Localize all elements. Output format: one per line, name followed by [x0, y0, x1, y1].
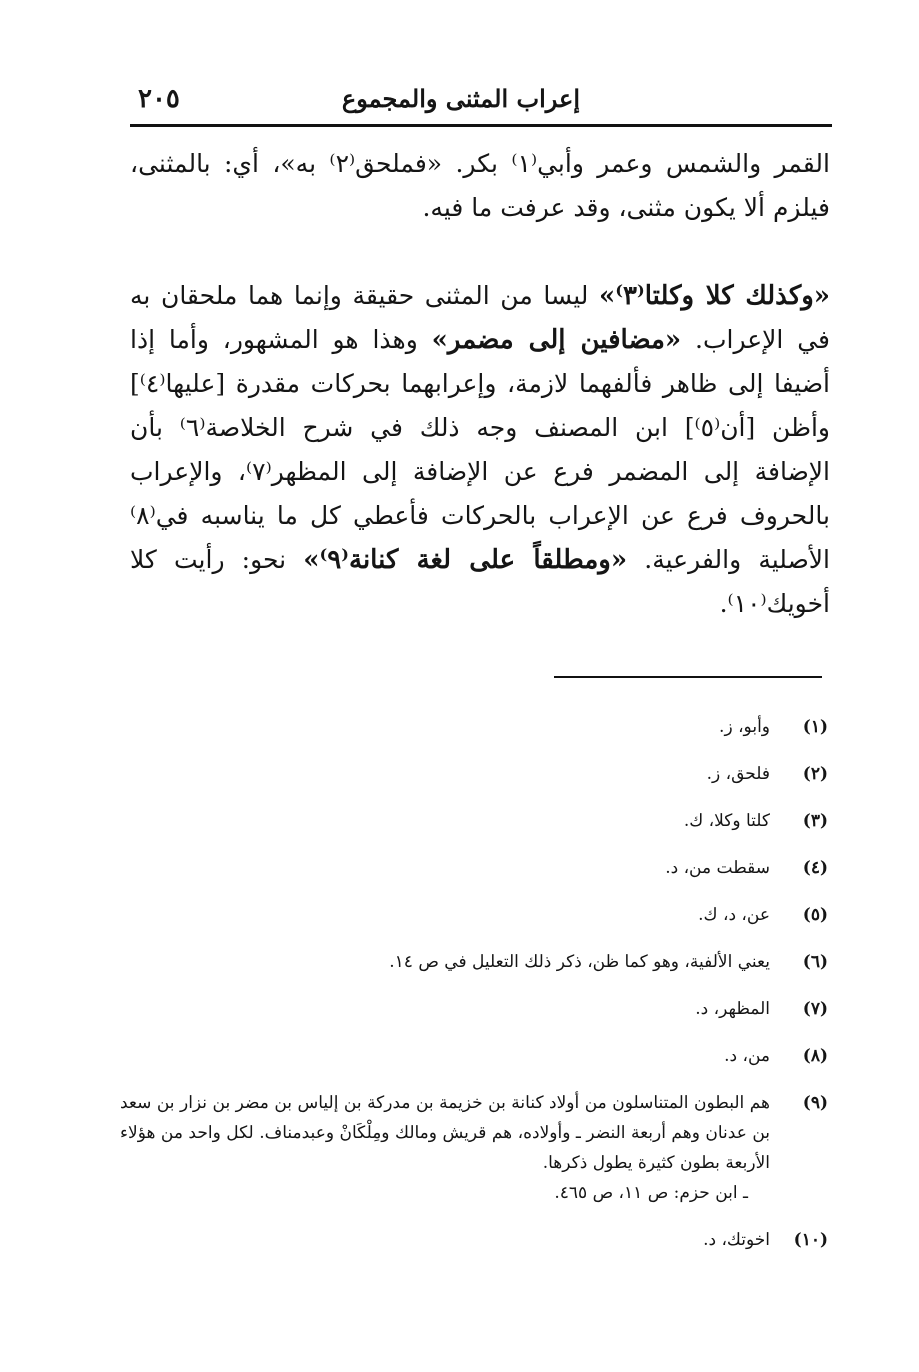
footnote-text: وأبو، ز.: [719, 717, 770, 737]
footnote-number: (٥): [802, 905, 828, 925]
quoted-text-mudafayn: «مضافين إلى مضمر»: [431, 325, 682, 355]
quoted-text-mutlaqan: «ومطلقاً على لغة كنانة⁽٩⁾»: [303, 545, 628, 575]
running-title: إعراب المثنى والمجموع: [341, 84, 580, 113]
paragraph-2-text-2: وهذا هو المشهور، وأما إذا أضيفا إلى ظاهر فألفهما لازمة، وإعرابهما بحركات مقدرة [عليها⁽٤⁾] وأظن [أن⁽٥⁾] ابن المصنف وجه ذلك في شرح الخلاصة⁽٦⁾ بأن الإضافة إلى المضمر فرع عن الإضافة إلى المظهر⁽٧⁾، والإعراب بالحروف فرع عن الإعراب بالحركات فأعطي كل ما يناسبه في⁽٨⁾ الأصلية والفرعية.: [130, 325, 831, 574]
footnote-number: (٨): [802, 1046, 828, 1066]
footnote-separator: [554, 676, 822, 678]
footnote-1: [120, 712, 830, 742]
footnote-text: يعني الألفية، وهو كما ظن، ذكر ذلك التعليل في ص ١٤.: [389, 952, 770, 972]
footnote-text: سقطت من، د.: [665, 858, 770, 878]
paragraph-1-line-1: القمر والشمس وعمر وأبي⁽١⁾ بكر. «فملحق⁽٢⁾ به»، أي: بالمثنى، فيلزم: [130, 149, 830, 222]
footnote-text: عن، د، ك.: [698, 905, 770, 925]
footnote-text: المظهر، د.: [695, 999, 770, 1019]
footnote-5: [120, 900, 830, 930]
footnote-9: [120, 1088, 830, 1208]
paragraph-2: [130, 274, 830, 626]
paragraph-2-text-1: ليسا من المثنى حقيقة وإنما هما ملحقان به في الإعراب.: [130, 281, 831, 354]
footnote-number: (٣): [802, 811, 828, 831]
footnote-text: كلتا وكلا، ك.: [683, 811, 770, 831]
footnote-10: [120, 1225, 830, 1255]
page-header: [130, 78, 830, 122]
footnote-number: (٦): [802, 952, 828, 972]
footnote-source: ـ ابن حزم: ص ١١، ص ٤٦٥.: [554, 1183, 748, 1203]
footnote-number: (١): [802, 717, 828, 737]
footnote-text: من، د.: [724, 1046, 770, 1066]
footnote-number: (٢): [802, 764, 828, 784]
footnote-3: [120, 806, 830, 836]
footnote-4: [120, 853, 830, 883]
footnote-8: [120, 1041, 830, 1071]
paragraph-1: [130, 142, 830, 230]
footnote-6: [120, 947, 830, 977]
footnote-7: [120, 994, 830, 1024]
footnote-number: (٤): [802, 858, 828, 878]
footnote-number: (٩): [802, 1093, 828, 1113]
footnote-text: اخوتك، د.: [703, 1230, 770, 1250]
footnote-number: (٧): [802, 999, 828, 1019]
footnote-text: فلحق، ز.: [706, 764, 770, 784]
footnote-2: [120, 759, 830, 789]
paragraph-2-text-3: نحو: رأيت كلا أخويك⁽١٠⁾.: [130, 545, 830, 618]
footnote-number: (١٠): [793, 1230, 828, 1250]
footnotes: [120, 712, 830, 1272]
footnote-text: هم البطون المتناسلون من أولاد كنانة بن خزيمة بن مدركة بن إلياس بن مضر بن نزار بن سعد بن عدنان وهم أربعة النضر ـ وأولاده، هم قريش ومالك ومِلْكَانْ وعبدمناف. لكل واحد من هؤلاء الأربعة بطون كثيرة يطول ذكرها.: [120, 1093, 771, 1173]
paragraph-1-line-2: ألا يكون مثنى، وقد عرفت ما فيه.: [422, 193, 765, 222]
quoted-text-kila-kilta: «وكذلك كلا وكلتا⁽٣⁾»: [599, 281, 830, 311]
page-number: ٢٠٥: [138, 84, 180, 114]
header-rule: [130, 124, 832, 127]
main-text: [130, 142, 830, 626]
